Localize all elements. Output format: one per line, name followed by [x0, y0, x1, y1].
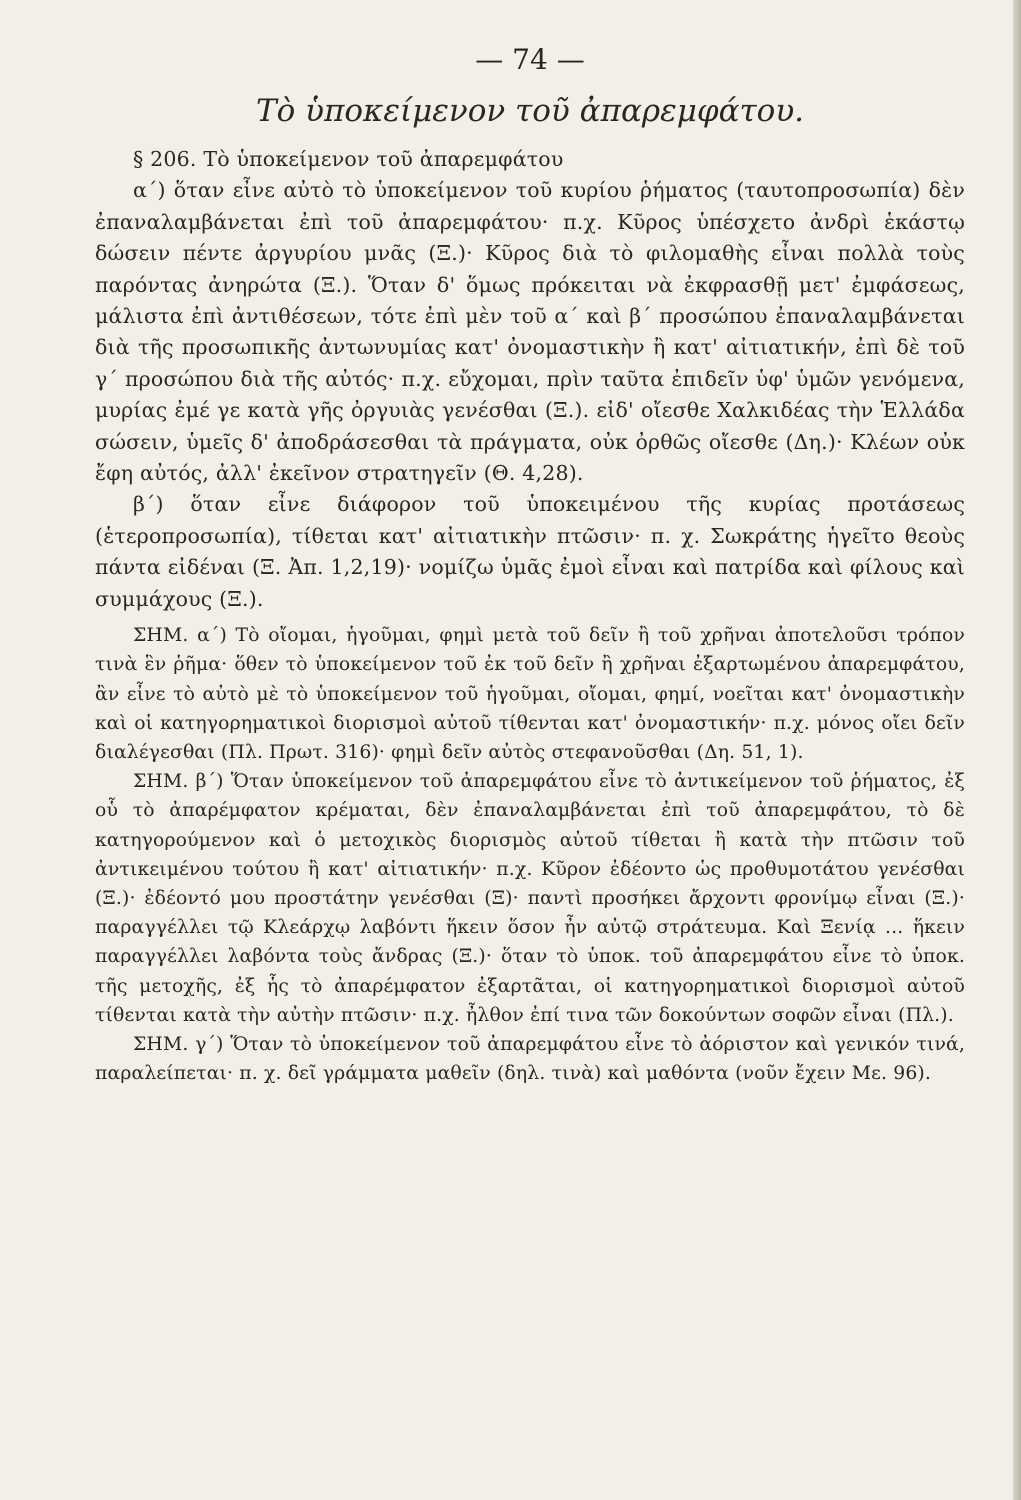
note-beta: ΣΗΜ. β΄) Ὅταν ὑποκείμενον τοῦ ἀπαρεμφάτου εἶνε τὸ ἀντικείμενον τοῦ ῥήματος, ἐξ οὗ τὸ ἀπαρέμφατον κρέμαται, δὲν ἐπαναλαμβάνεται ἐπὶ τοῦ ἀπαρεμφάτου, τὸ δὲ κατηγορούμενον καὶ ὁ μετοχικὸς διορισμὸς αὐτοῦ τίθεται ἢ κατὰ τὴν πτῶσιν τοῦ ἀντικειμένου τούτου ἢ κατ' αἰτιατικήν· π.χ. Κῦρον ἐδέοντο ὡς προθυμοτάτου γενέσθαι (Ξ.)· ἐδέοντό μου προστάτην γενέσθαι (Ξ)· παντὶ προσήκει ἄρχοντι φρονίμῳ εἶναι (Ξ.)· παραγγέλλει τῷ Κλεάρχῳ λαβόντι ἥκειν ὅσον ἦν αὐτῷ στράτευμα. Καὶ Ξενίᾳ ... ἥκειν παραγγέλλει λαβόντα τοὺς ἄνδρας (Ξ.)· ὅταν τὸ ὑποκ. τοῦ ἀπαρεμφάτου εἶνε τὸ ὑποκ. τῆς μετοχῆς, ἐξ ἧς τὸ ἀπαρέμφατον ἐξαρτᾶται, οἱ κατηγορηματικοὶ διορισμοὶ αὐτοῦ τίθενται κατὰ τὴν αὐτὴν πτῶσιν· π.χ. ἦλθον ἐπί τινα τῶν δοκούντων σοφῶν εἶναι (Πλ.).: [95, 771, 965, 1026]
paragraph-beta: β΄) ὅταν εἶνε διάφορον τοῦ ὑποκειμένου τῆς κυρίας προτάσεως (ἑτεροπροσωπία), τίθεται κατ' αἰτιατικὴν πτῶσιν· π. χ. Σωκράτης ἡγεῖτο θεοὺς πάντα εἰδέναι (Ξ. Ἀπ. 1,2,19)· νομίζω ὑμᾶς ἐμοὶ εἶναι καὶ πατρίδα καὶ φίλους καὶ συμμάχους (Ξ.).: [95, 492, 965, 611]
section-heading: § 206. Τὸ ὑποκείμενον τοῦ ἀπαρεμφάτου: [133, 147, 564, 171]
notes: [95, 621, 965, 1088]
page-content: [95, 40, 965, 1088]
note-alpha: ΣΗΜ. α΄) Τὸ οἴομαι, ἡγοῦμαι, φημὶ μετὰ τοῦ δεῖν ἢ τοῦ χρῆναι ἀποτελοῦσι τρόπον τινὰ ἓν ῥῆμα· ὅθεν τὸ ὑποκείμενον τοῦ ἐκ τοῦ δεῖν ἢ χρῆναι ἐξαρτωμένου ἀπαρεμφάτου, ἂν εἶνε τὸ αὐτὸ μὲ τὸ ὑποκείμενον τοῦ ἡγοῦμαι, οἴομαι, φημί, νοεῖται κατ' ὀνομαστικὴν καὶ οἱ κατηγορηματικοὶ διορισμοὶ αὐτοῦ τίθενται κατ' ὀνομαστικήν· π.χ. μόνος οἴει δεῖν διαλέγεσθαι (Πλ. Πρωτ. 316)· φημὶ δεῖν αὐτὸς στεφανοῦσθαι (Δη. 51, 1).: [95, 625, 965, 763]
page-number: — 74 —: [475, 43, 585, 76]
page-edge: [1013, 0, 1021, 1500]
main-text: [95, 144, 965, 615]
chapter-title: Τὸ ὑποκείμενον τοῦ ἀπαρεμφάτου.: [255, 93, 805, 129]
note-gamma: ΣΗΜ. γ΄) Ὅταν τὸ ὑποκείμενον τοῦ ἀπαρεμφάτου εἶνε τὸ ἀόριστον καὶ γενικόν τινά, παραλείπεται· π. χ. δεῖ γράμματα μαθεῖν (δηλ. τινὰ) καὶ μαθόντα (νοῦν ἔχειν Με. 96).: [95, 1033, 965, 1085]
paragraph-alpha: α΄) ὅταν εἶνε αὐτὸ τὸ ὑποκείμενον τοῦ κυρίου ῥήματος (ταυτοπροσωπία) δὲν ἐπαναλαμβάνεται ἐπὶ τοῦ ἀπαρεμφάτου· π.χ. Κῦρος ὑπέσχετο ἀνδρὶ ἑκάστῳ δώσειν πέντε ἀργυρίου μνᾶς (Ξ.)· Κῦρος διὰ τὸ φιλομαθὴς εἶναι πολλὰ τοὺς παρόντας ἀνηρώτα (Ξ.). Ὅταν δ' ὅμως πρόκειται νὰ ἐκφρασθῇ μετ' ἐμφάσεως, μάλιστα ἐπὶ ἀντιθέσεων, τότε ἐπὶ μὲν τοῦ α΄ καὶ β΄ προσώπου ἐπαναλαμβάνεται διὰ τῆς προσωπικῆς ἀντωνυμίας κατ' ὀνομαστικὴν ἢ κατ' αἰτιατικήν, ἐπὶ δὲ τοῦ γ΄ προσώπου διὰ τῆς αὐτός· π.χ. εὔχομαι, πρὶν ταῦτα ἐπιδεῖν ὑφ' ὑμῶν γενόμενα, μυρίας ἐμέ γε κατὰ γῆς ὀργυιὰς γενέσθαι (Ξ.). εἰδ' οἴεσθε Χαλκιδέας τὴν Ἑλλάδα σώσειν, ὑμεῖς δ' ἀποδράσεσθαι τὰ πράγματα, οὐκ ὀρθῶς οἴεσθε (Δη.)· Κλέων οὐκ ἔφη αὐτός, ἀλλ' ἐκεῖνον στρατηγεῖν (Θ. 4,28).: [95, 178, 965, 486]
